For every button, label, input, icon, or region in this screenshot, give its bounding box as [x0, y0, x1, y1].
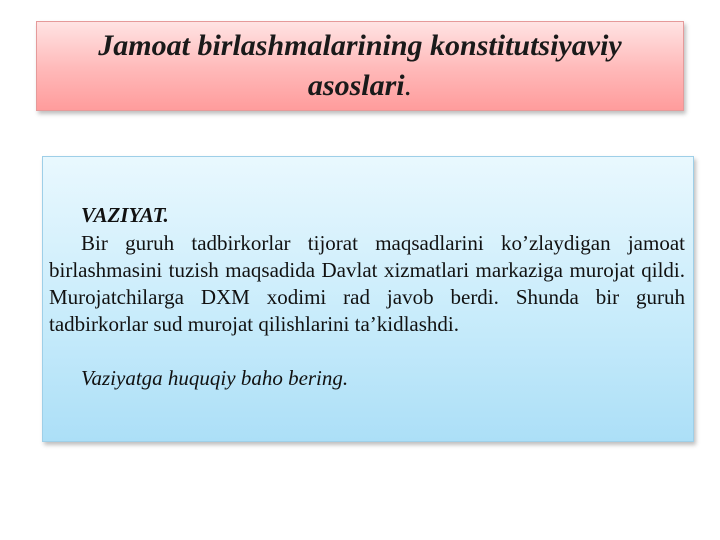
- task-prompt-text: Vaziyatga huquqiy baho bering: [81, 366, 343, 390]
- slide-title: [37, 26, 683, 106]
- content-box: [42, 156, 694, 442]
- task-prompt: [81, 364, 685, 392]
- situation-text: Bir guruh tadbirkorlar tijorat maqsadlarini ko’zlaydigan jamoat birlashmasini tuzish maqsadida Davlat xizmatlari markaziga murojat qildi. Murojatchilarga DXM xodimi rad javob berdi. Shunda bir guruh tadbirkorlar sud murojat qilishlarini ta’kidlashdi.: [49, 231, 685, 336]
- slide-title-text: Jamoat birlashmalarining konstitutsiyaviy asoslari: [98, 29, 622, 102]
- slide-title-period: .: [404, 69, 413, 102]
- task-prompt-period: .: [342, 366, 349, 390]
- title-box: [36, 21, 684, 111]
- situation-heading: VAZIYAT.: [81, 203, 169, 227]
